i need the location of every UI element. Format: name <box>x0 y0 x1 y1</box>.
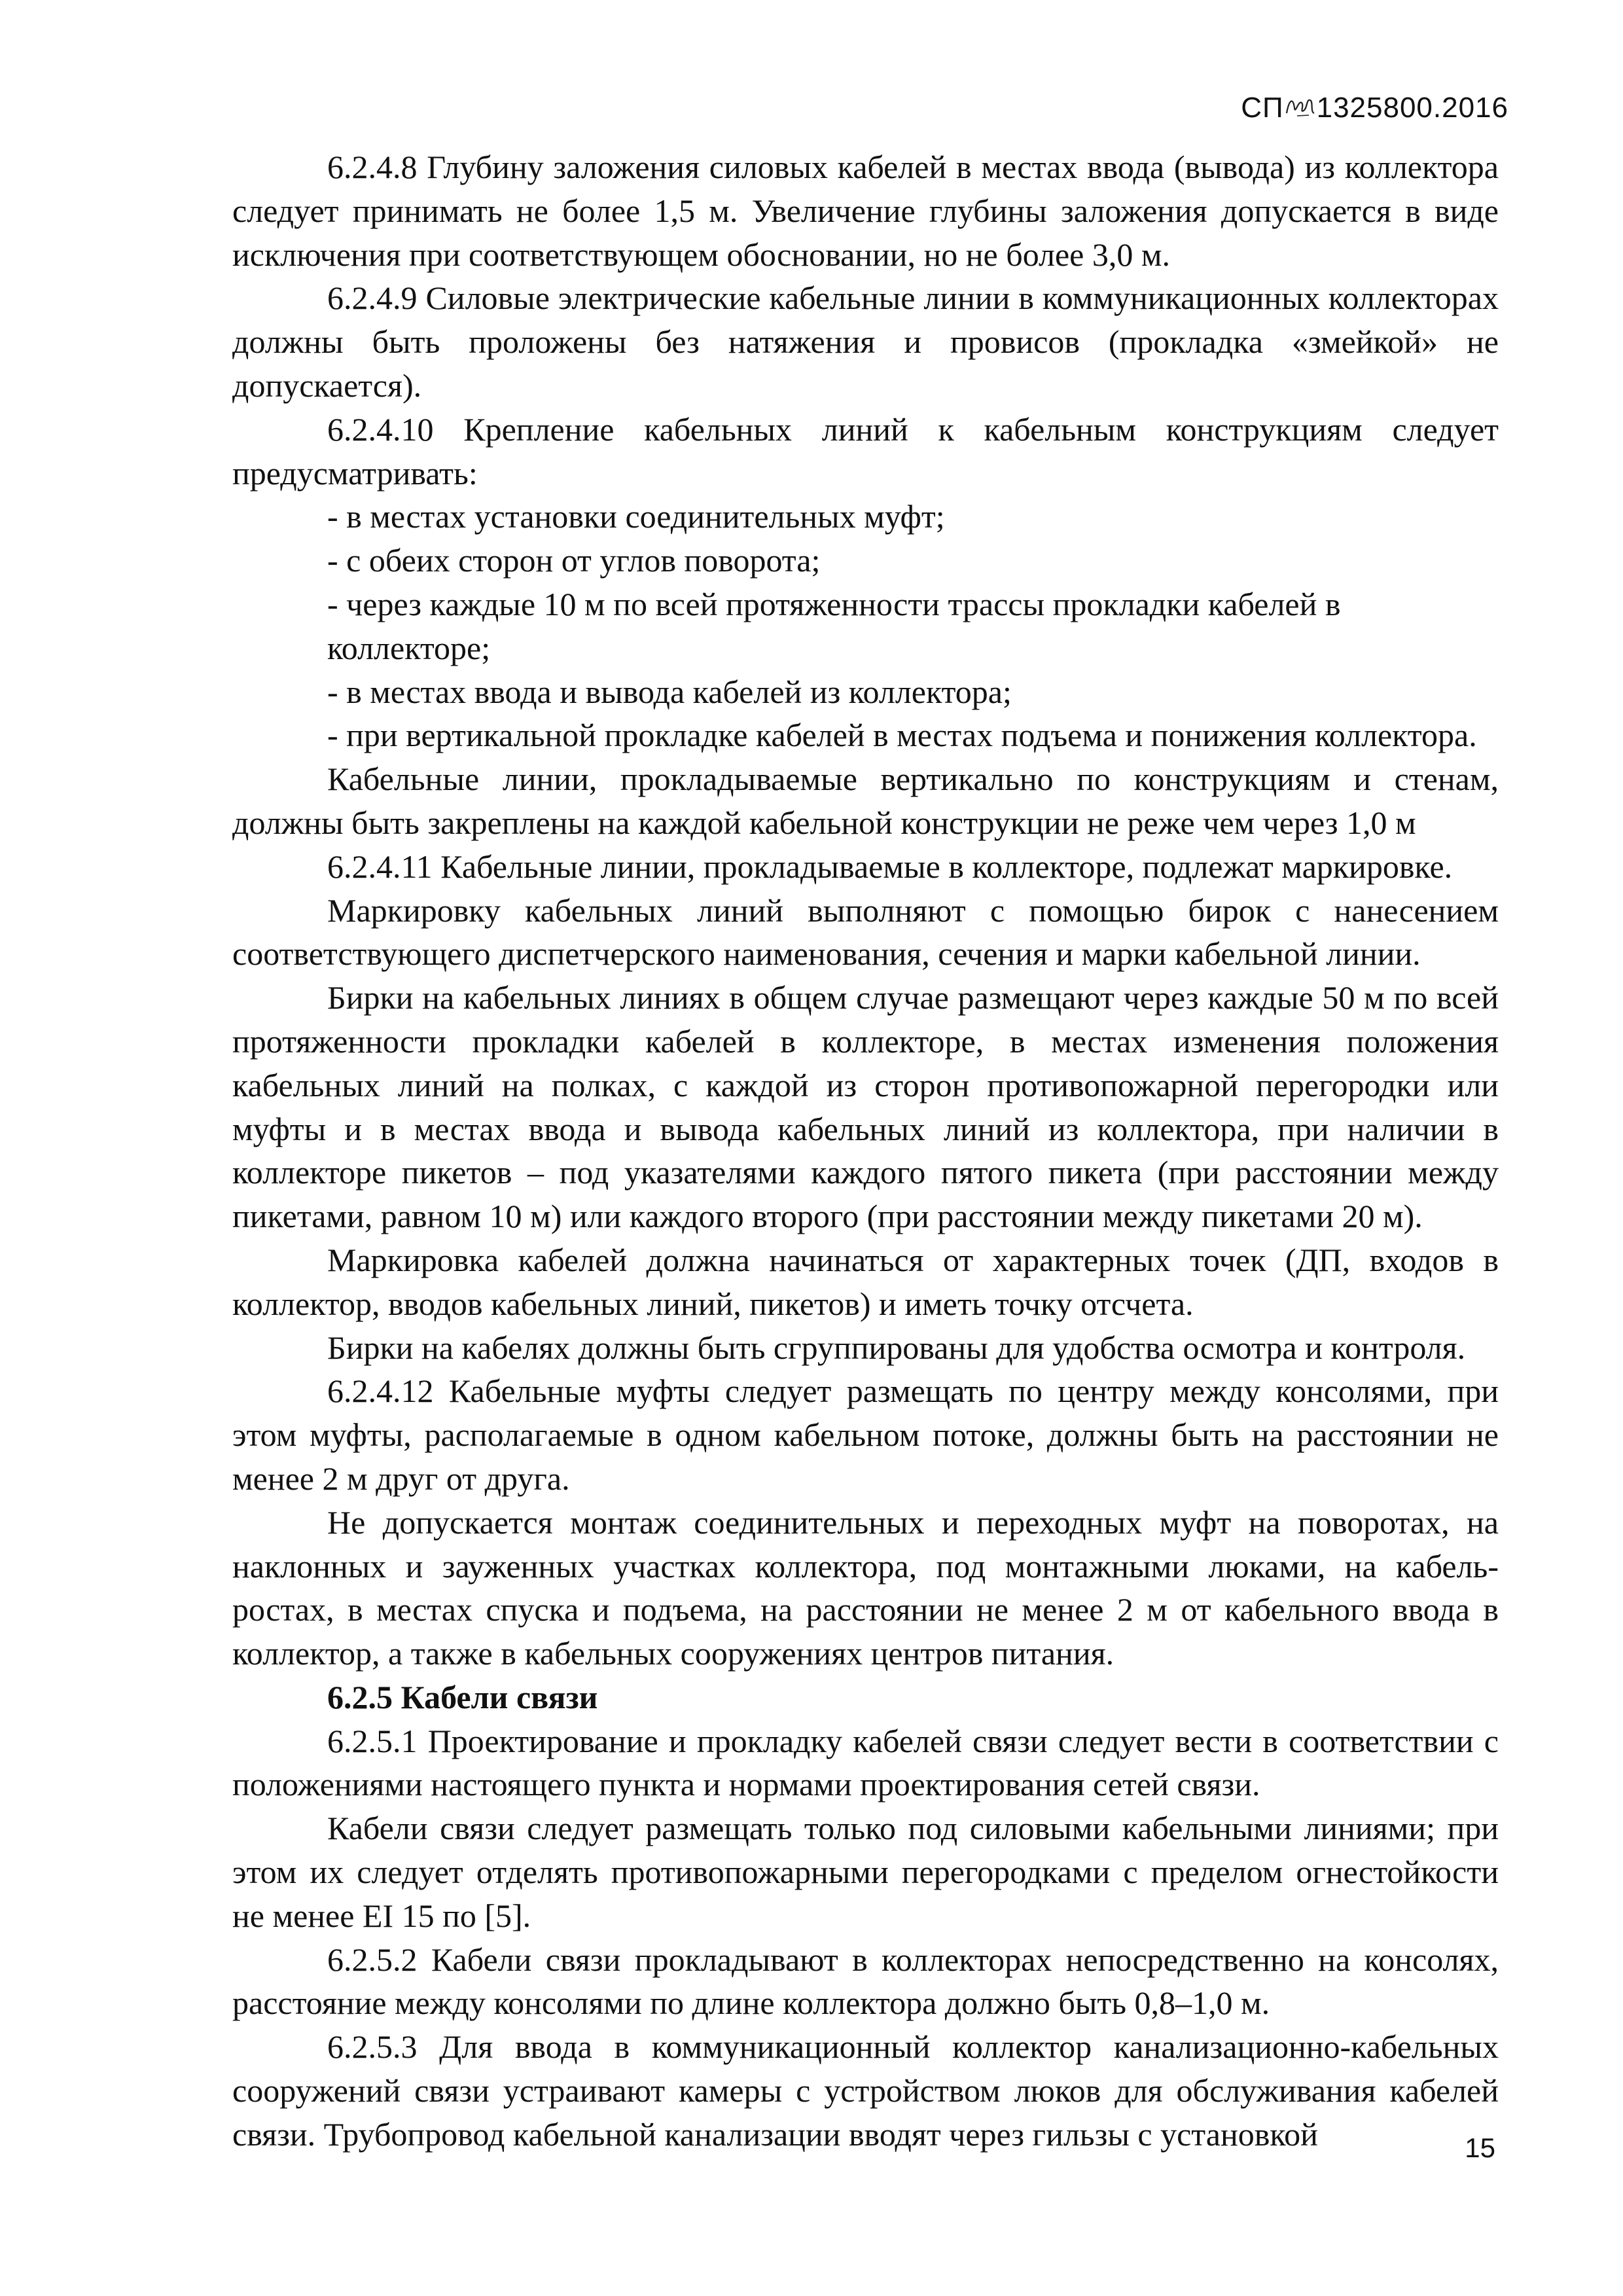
paragraph-6-2-5-2: 6.2.5.2 Кабели связи прокладывают в коллекторах непосредственно на консолях, расстояние между консолями по длине коллектора должно быть 0,8–1,0 м. <box>232 1941 1499 2022</box>
document-code-prefix: СП <box>1241 92 1284 124</box>
list-item: - в местах установки соединительных муфт; <box>327 498 945 535</box>
paragraph: Бирки на кабелях должны быть сгруппированы для удобства осмотра и контроля. <box>327 1329 1466 1366</box>
page-number: 15 <box>1465 2132 1495 2163</box>
paragraph: Бирки на кабельных линиях в общем случае размещают через каждые 50 м по всей протяженности прокладки кабелей в коллекторе, в местах изменения положения кабельных линий на полках, с каждой из сторон противопожарной перегородки или муфты и в местах ввода и вывода кабельных линий из коллектора, при наличии в коллекторе пикетов – под указателями каждого пятого пикета (при расстоянии между пикетами, равном 10 м) или каждого второго (при расстоянии между пикетами 20 м). <box>232 979 1499 1235</box>
paragraph: Кабельные линии, прокладываемые вертикально по конструкциям и стенам, должны быть закреплены на каждой кабельной конструкции не реже чем через 1,0 м <box>232 761 1499 841</box>
section-heading: 6.2.5 Кабели связи <box>327 1678 598 1715</box>
paragraph-6-2-5-1: 6.2.5.1 Проектирование и прокладку кабелей связи следует вести в соответствии с положениями настоящего пункта и нормами проектирования сетей связи. <box>232 1722 1499 1803</box>
paragraph: Маркировку кабельных линий выполняют с помощью бирок с нанесением соответствующего диспетчерского наименования, сечения и марки кабельной линии. <box>232 891 1499 973</box>
list-item: - при вертикальной прокладке кабелей в местах подъема и понижения коллектора. <box>327 717 1477 754</box>
handwritten-mark-icon <box>1284 94 1317 120</box>
list-item: - с обеих сторон от углов поворота; <box>327 542 821 579</box>
document-body <box>232 145 1499 2157</box>
document-code-number: 1325800.2016 <box>1316 92 1508 124</box>
paragraph-6-2-4-9: 6.2.4.9 Силовые электрические кабельные линии в коммуникационных коллекторах должны быть проложены без натяжения и провисов (прокладка «змейкой» не допускается). <box>232 279 1499 404</box>
paragraph: Не допускается монтаж соединительных и переходных муфт на поворотах, на наклонных и зауженных участках коллектора, под монтажными люками, на кабель-ростах, в местах спуска и подъема, на расстоянии не менее 2 м от кабельного ввода в коллектор, а также в кабельных сооружениях центров питания. <box>232 1503 1499 1672</box>
paragraph-6-2-4-11: 6.2.4.11 Кабельные линии, прокладываемые в коллекторе, подлежат маркировке. <box>327 848 1453 885</box>
paragraph: Маркировка кабелей должна начинаться от характерных точек (ДП, входов в коллектор, вводов кабельных линий, пикетов) и иметь точку отсчета. <box>232 1241 1499 1322</box>
paragraph: Кабели связи следует размещать только под силовыми кабельными линиями; при этом их следует отделять противопожарными перегородками с пределом огнестойкости не менее EI 15 по [5]. <box>232 1810 1499 1934</box>
list-item: - в местах ввода и вывода кабелей из коллектора; <box>327 673 1012 710</box>
document-code <box>1241 92 1508 124</box>
paragraph-6-2-4-8: 6.2.4.8 Глубину заложения силовых кабелей в местах ввода (вывода) из коллектора следует принимать не более 1,5 м. Увеличение глубины заложения допускается в виде исключения при соответствующем обосновании, но не более 3,0 м. <box>232 149 1499 273</box>
paragraph-6-2-5-3: 6.2.5.3 Для ввода в коммуникационный коллектор канализационно-кабельных сооружений связи устраивают камеры с устройством люков для обслуживания кабелей связи. Трубопровод кабельной канализации вводят через гильзы с установкой <box>232 2028 1499 2153</box>
paragraph-6-2-4-12: 6.2.4.12 Кабельные муфты следует размещать по центру между консолями, при этом муфты, располагаемые в одном кабельном потоке, должны быть на расстоянии не менее 2 м друг от друга. <box>232 1372 1499 1497</box>
list-item: - через каждые 10 м по всей протяженности трассы прокладки кабелей в коллекторе; <box>327 585 1341 666</box>
paragraph-6-2-4-10: 6.2.4.10 Крепление кабельных линий к кабельным конструкциям следует предусматривать: <box>232 410 1499 492</box>
